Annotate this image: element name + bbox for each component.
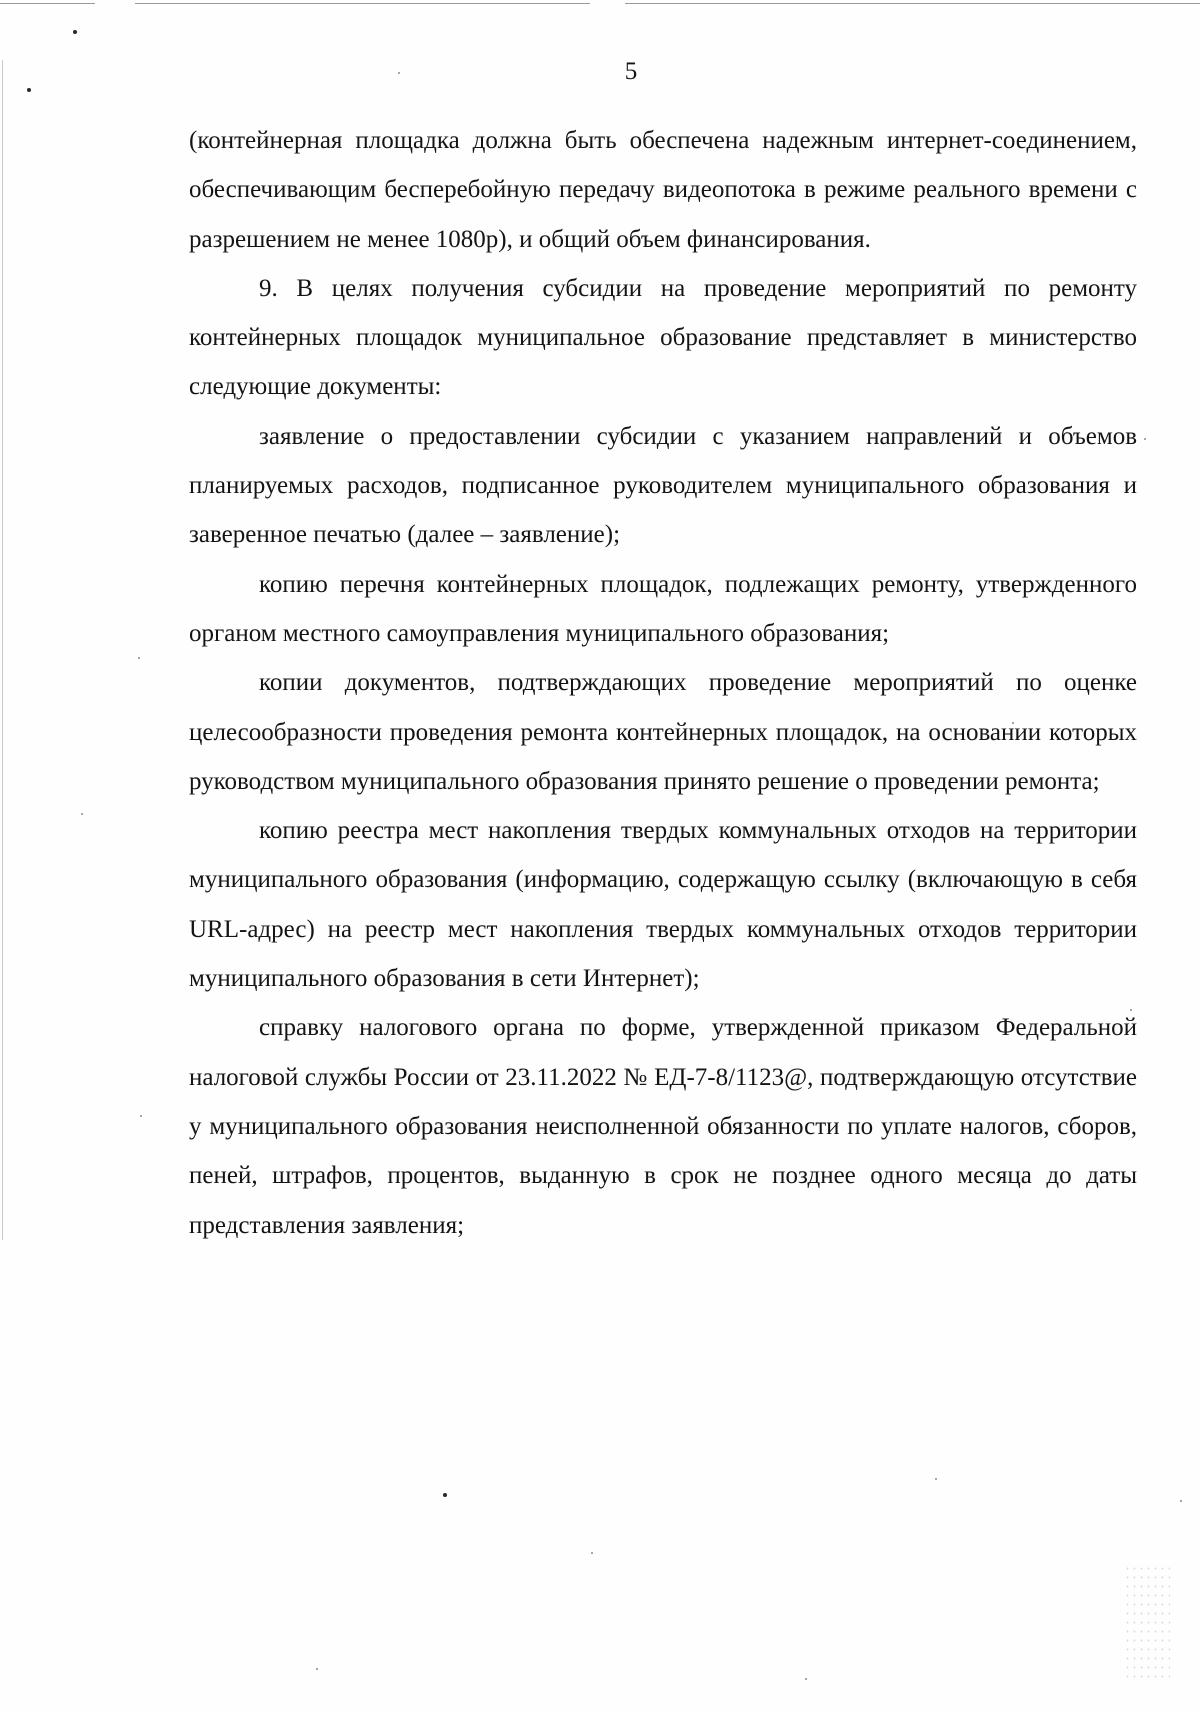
paragraph-sites-list: копию перечня контейнерных площадок, подлежащих ремонту, утвержденного органом местного самоуправления муниципального образования; (189, 570, 1137, 647)
document-body (189, 116, 1137, 1250)
scan-speck (591, 1552, 593, 1554)
scan-speck (140, 1115, 142, 1117)
scan-speck (138, 657, 140, 659)
page-number: 5 (624, 58, 638, 85)
scan-noise (1124, 1564, 1170, 1684)
scan-speck (81, 813, 83, 815)
scan-speck (443, 1493, 447, 1497)
scan-edge-line (0, 3, 95, 4)
paragraph-waste-registry: копию реестра мест накопления твердых коммунальных отходов на территории муниципального образования (информацию, содержащую ссылку (включающую в себя URL-адрес) на реестр мест накопления твердых коммунальных отходов территории муниципального образования в сети Интернет); (189, 817, 1137, 993)
paragraph-application: заявление о предоставлении субсидии с указанием направлений и объемов планируемых расходов, подписанное руководителем муниципального образования и заверенное печатью (далее – заявление); (189, 422, 1137, 549)
scan-speck (1144, 438, 1146, 440)
scan-speck (935, 1478, 937, 1480)
scan-edge-line (135, 3, 590, 4)
paragraph-item-9: 9. В целях получения субсидии на проведение мероприятий по ремонту контейнерных площадок муниципальное образование представляет в министерство следующие документы: (189, 274, 1137, 401)
paragraph-assessment-docs: копии документов, подтверждающих проведение мероприятий по оценке целесообразности проведения ремонта контейнерных площадок, на основании которых руководством муниципального образования принято решение о проведении ремонта; (189, 669, 1137, 795)
scan-speck (73, 30, 77, 34)
scan-speck (27, 88, 31, 92)
scan-speck (316, 1668, 318, 1670)
scan-edge-line (625, 3, 1200, 4)
paragraph-continuation: (контейнерная площадка должна быть обеспечена надежным интернет-соединением, обеспечивающим бесперебойную передачу видеопотока в режиме реального времени с разрешением не менее 1080р), и общий объем финансирования. (189, 127, 1137, 253)
scan-speck (1180, 1500, 1182, 1502)
scan-left-edge (2, 60, 3, 1240)
scan-speck (805, 1678, 807, 1680)
paragraph-tax-certificate: справку налогового органа по форме, утвержденной приказом Федеральной налоговой службы России от 23.11.2022 № ЕД-7-8/1123@, подтверждающую отсутствие у муниципального образования неисполненной обязанности по уплате налогов, сборов, пеней, штрафов, процентов, выданную в срок не позднее одного месяца до даты представления заявления; (189, 1014, 1137, 1239)
